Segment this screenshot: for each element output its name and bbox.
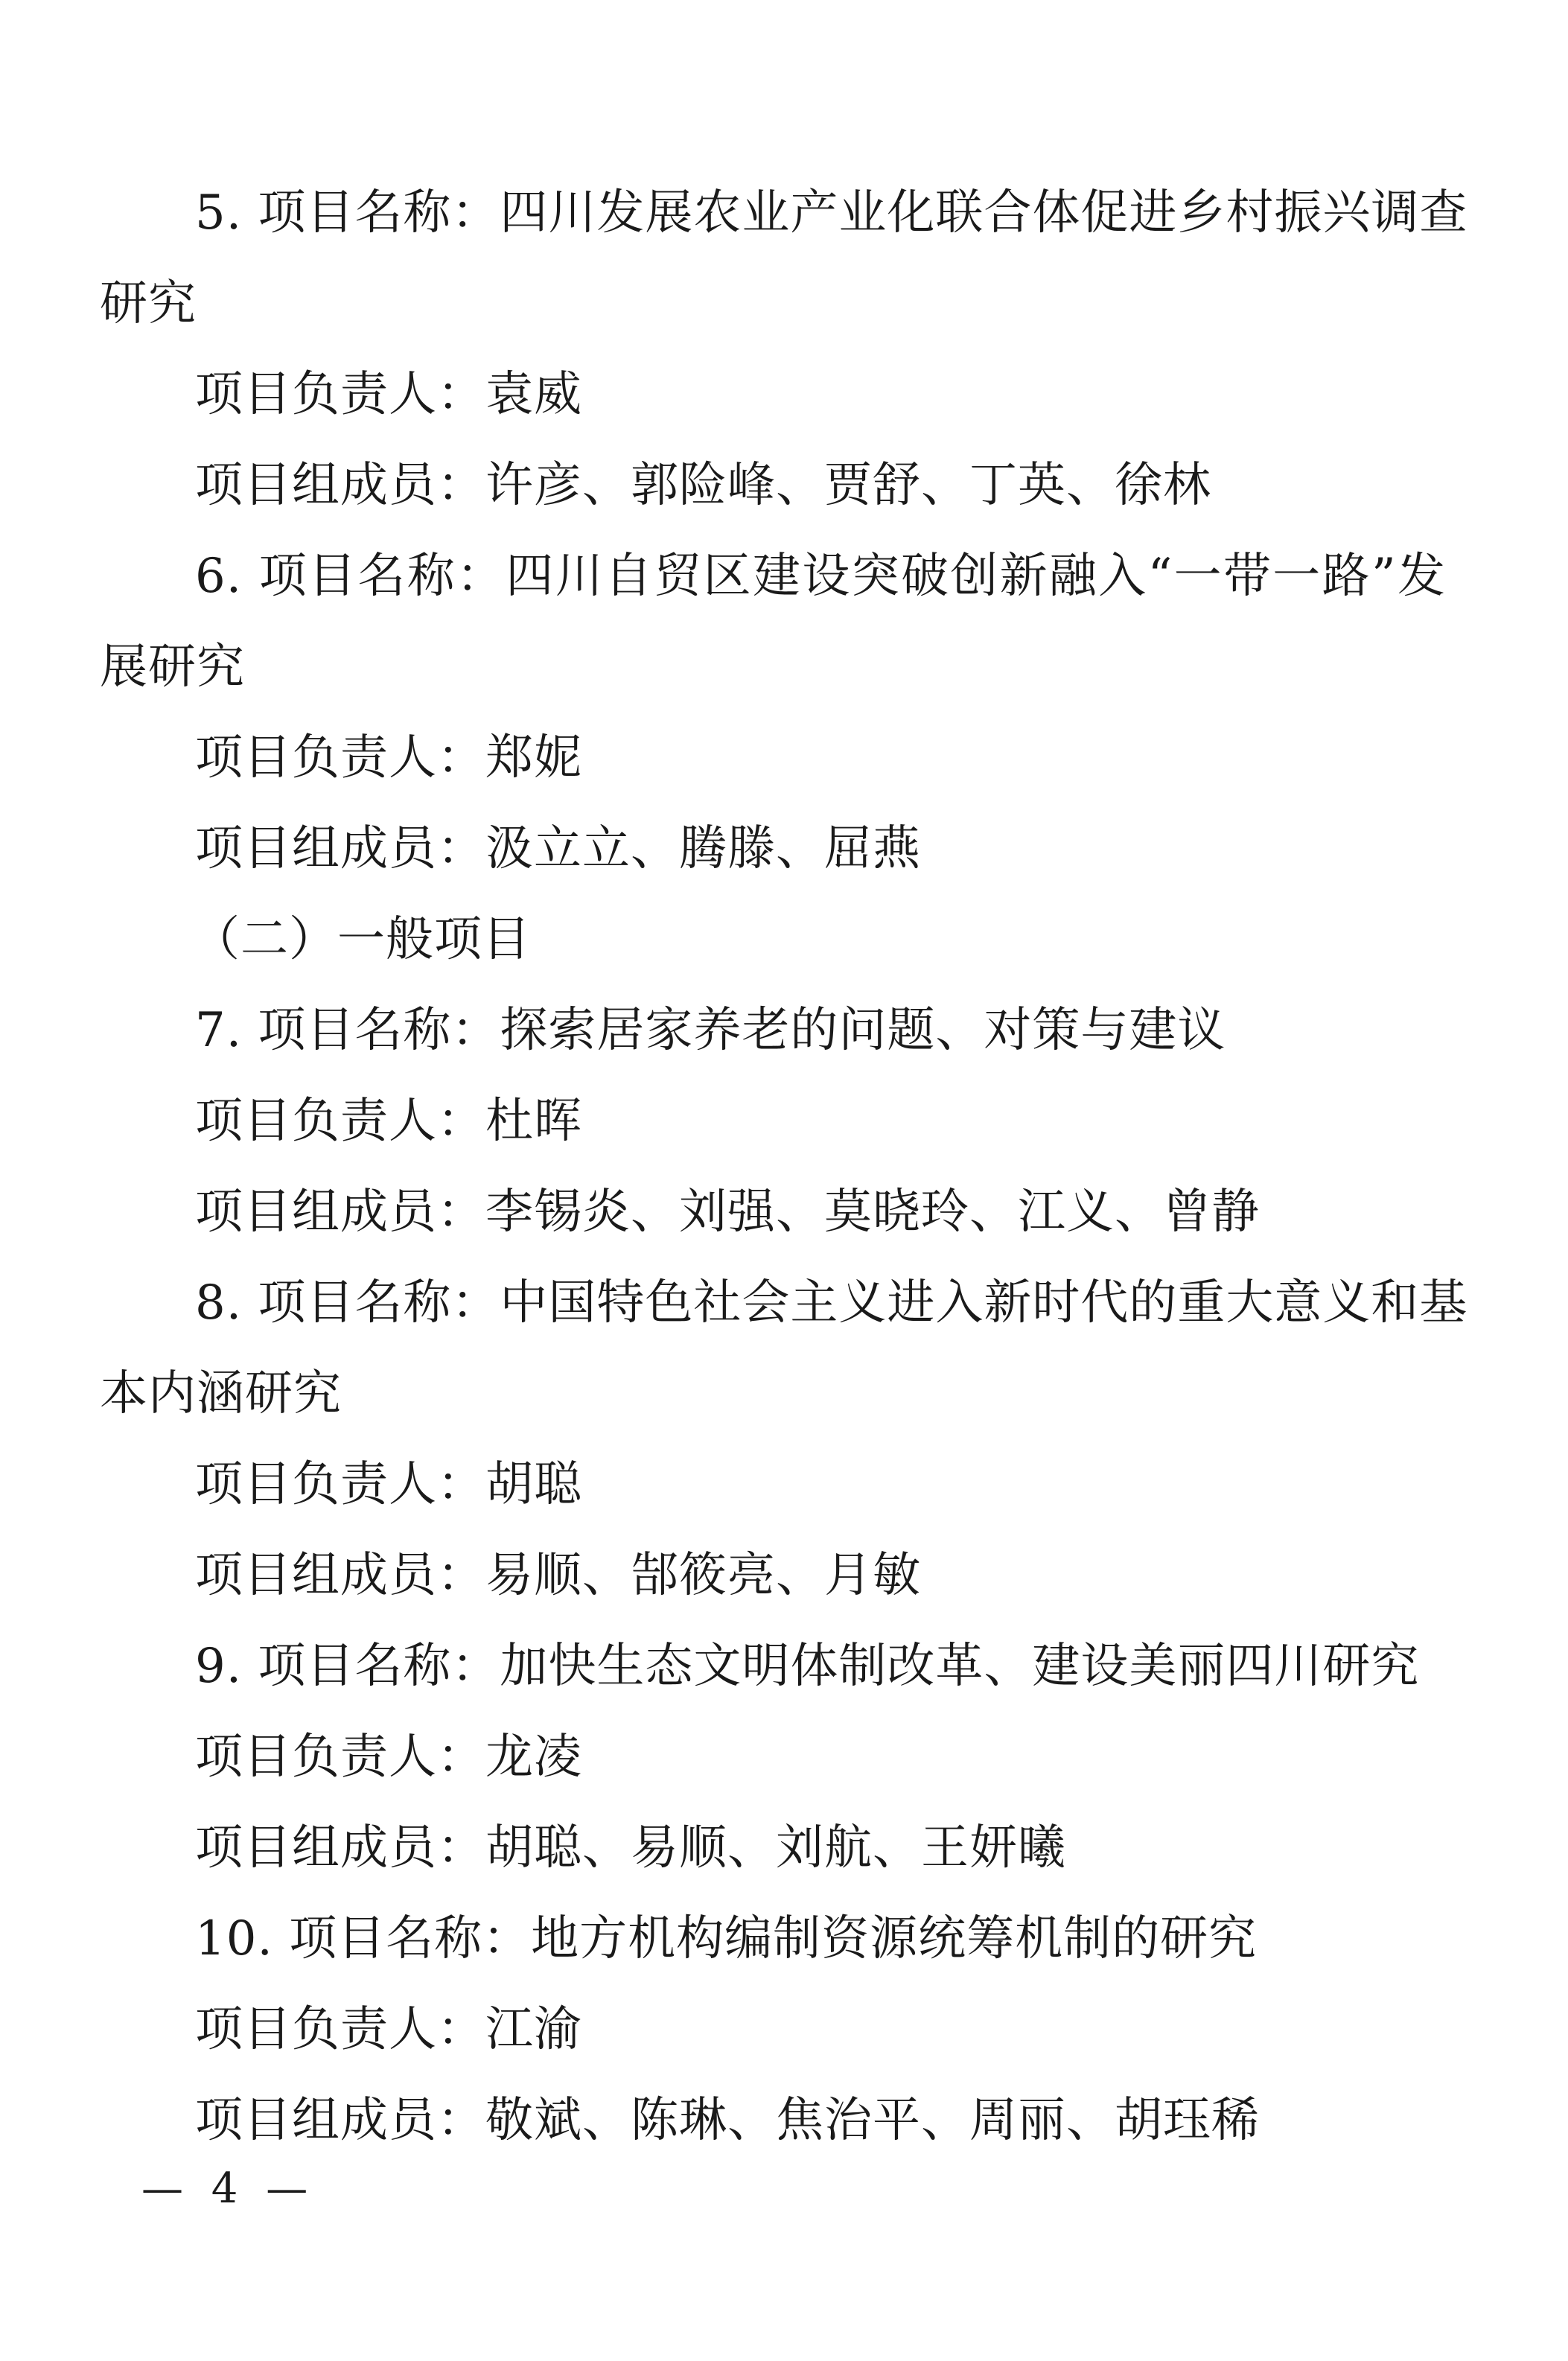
project-8-title-continuation: 本内涵研究 — [100, 1366, 342, 1421]
project-5-title: 5. 项目名称：四川发展农业产业化联合体促进乡村振兴调查 — [195, 185, 1468, 240]
project-7-title: 7. 项目名称：探索居家养老的问题、对策与建议 — [195, 1003, 1226, 1058]
project-9-title: 9. 项目名称：加快生态文明体制改革、建设美丽四川研究 — [195, 1639, 1420, 1694]
project-10-members: 项目组成员：敬斌、陈琳、焦治平、周丽、胡珏稀 — [195, 2093, 1260, 2148]
general-projects-heading: （二）一般项目 — [192, 912, 531, 967]
project-8-members: 项目组成员：易顺、郜筱亮、月敏 — [195, 1548, 921, 1603]
project-6-title-continuation: 展研究 — [100, 640, 245, 695]
project-10-leader: 项目负责人：江渝 — [195, 2002, 582, 2057]
project-6-leader: 项目负责人：郑妮 — [195, 730, 582, 786]
project-7-leader: 项目负责人：杜晖 — [195, 1094, 582, 1149]
project-10-title: 10. 项目名称：地方机构编制资源统筹机制的研究 — [195, 1911, 1258, 1966]
project-9-members: 项目组成员：胡聪、易顺、刘航、王妍曦 — [195, 1820, 1066, 1876]
project-7-members: 项目组成员：李锡炎、刘强、莫晓玲、江义、曾静 — [195, 1185, 1260, 1240]
page-number: — 4 — — [141, 2164, 316, 2213]
project-6-members: 项目组成员：汲立立、腾滕、屈燕 — [195, 821, 921, 876]
project-5-title-continuation: 研究 — [100, 276, 197, 331]
project-5-leader: 项目负责人：袁威 — [195, 367, 582, 422]
project-8-leader: 项目负责人：胡聪 — [195, 1457, 582, 1512]
project-6-title: 6. 项目名称：四川自贸区建设突破创新融入“一带一路”发 — [195, 549, 1446, 604]
project-5-members: 项目组成员：许彦、郭险峰、贾舒、丁英、徐林 — [195, 458, 1211, 513]
project-8-title: 8. 项目名称：中国特色社会主义进入新时代的重大意义和基 — [195, 1275, 1468, 1331]
project-9-leader: 项目负责人：龙凌 — [195, 1730, 582, 1785]
